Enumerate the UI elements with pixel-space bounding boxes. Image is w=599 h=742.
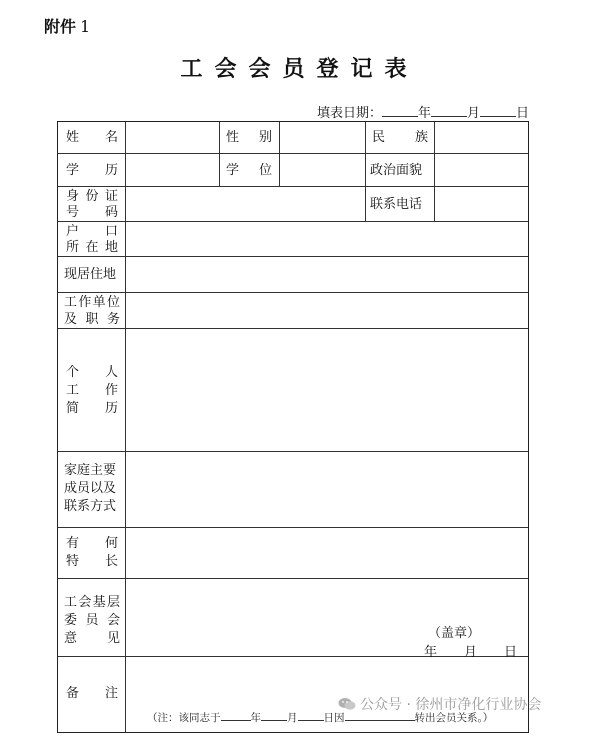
id-number-label-line1 [66, 188, 118, 205]
label-char: 意 [64, 631, 78, 646]
note-suffix: 转出会员关系。） [414, 712, 494, 724]
label-char: 码 [104, 205, 118, 220]
label-char: 工 [64, 295, 78, 310]
row-divider [58, 328, 528, 329]
label-char: 户 [66, 224, 80, 239]
label-char: 证 [104, 189, 118, 204]
note-year: 年 [250, 712, 261, 724]
attachment-number: 1 [80, 17, 91, 36]
row-divider [58, 578, 528, 579]
family-label-line2: 成员以及 [64, 481, 117, 496]
degree-label [226, 162, 272, 179]
wechat-icon [338, 697, 356, 711]
year-unit: 年 [417, 106, 431, 121]
label-char: 学 [66, 163, 80, 178]
row-divider [58, 256, 528, 257]
label-char: 性 [226, 130, 240, 145]
label-char: 职 [85, 312, 99, 327]
month-unit: 月 [466, 106, 480, 121]
label-char: 口 [104, 224, 118, 239]
year-blank[interactable] [382, 104, 418, 117]
label-char: 历 [104, 163, 118, 178]
note-month-blank[interactable] [261, 711, 287, 721]
hukou-label-line2 [66, 239, 118, 256]
label-char: 会 [78, 595, 92, 610]
label-char: 姓 [66, 130, 80, 145]
label-char: 层 [106, 595, 120, 610]
column-divider [219, 122, 220, 186]
label-column-divider [125, 122, 126, 732]
label-char: 及 [64, 312, 78, 327]
label-char: 长 [104, 554, 118, 569]
label-char: 在 [85, 240, 99, 255]
phone-label: 联系电话 [370, 197, 423, 212]
label-char: 所 [66, 240, 80, 255]
row-divider [58, 186, 528, 187]
column-divider [279, 122, 280, 186]
day-unit: 日 [515, 106, 529, 121]
label-char: 位 [258, 163, 272, 178]
talent-label-line2 [66, 553, 118, 570]
gender-label [226, 129, 272, 146]
label-char: 学 [226, 163, 240, 178]
label-char: 工 [66, 383, 80, 398]
label-char: 个 [66, 365, 80, 380]
hukou-label-line1 [66, 223, 118, 240]
column-divider [434, 122, 435, 221]
residence-label: 现居住地 [64, 267, 117, 282]
attachment-text: 附件 [44, 17, 77, 36]
label-char: 见 [106, 631, 120, 646]
label-char: 名 [104, 130, 118, 145]
row-divider [58, 656, 528, 657]
label-char: 务 [106, 312, 120, 327]
label-char: 位 [106, 295, 120, 310]
talent-label-line1 [66, 535, 118, 552]
watermark [338, 694, 541, 714]
form-title: 工会会员登记表 [180, 56, 419, 82]
label-char: 历 [104, 401, 118, 416]
committee-seal-day: 日 [504, 645, 518, 660]
committee-label-line3 [64, 630, 120, 647]
label-char: 族 [414, 130, 428, 145]
committee-seal-year: 年 [424, 645, 438, 660]
note-day: 日因 [323, 712, 345, 724]
label-char: 委 [64, 613, 78, 628]
label-char: 人 [104, 365, 118, 380]
label-char: 特 [66, 554, 80, 569]
row-divider [58, 221, 528, 222]
committee-seal-stamp: （盖章） [428, 626, 481, 641]
education-label [66, 162, 118, 179]
day-blank[interactable] [480, 104, 516, 117]
remarks-label [66, 685, 118, 702]
label-char: 会 [106, 613, 120, 628]
label-char: 何 [104, 536, 118, 551]
note-prefix: （注：该同志于 [147, 712, 221, 724]
row-divider [58, 153, 528, 154]
watermark-text: 公众号 · 徐州市净化行业协会 [360, 697, 542, 713]
committee-label-line2 [64, 612, 120, 629]
label-char: 简 [66, 401, 80, 416]
label-char: 注 [104, 686, 118, 701]
label-char: 作 [78, 295, 92, 310]
label-char: 工 [64, 595, 78, 610]
label-char: 基 [92, 595, 106, 610]
row-divider [58, 451, 528, 452]
label-char: 员 [85, 613, 99, 628]
resume-label-line2 [66, 382, 118, 399]
label-char: 备 [66, 686, 80, 701]
label-char: 别 [258, 130, 272, 145]
attachment-label [44, 14, 90, 37]
label-char: 单 [92, 295, 106, 310]
label-char: 有 [66, 536, 80, 551]
resume-label-line1 [66, 364, 118, 381]
ethnicity-label [372, 129, 428, 146]
label-char: 民 [372, 130, 386, 145]
family-label-line1: 家庭主要 [64, 463, 117, 478]
name-label [66, 129, 118, 146]
note-year-blank[interactable] [221, 711, 251, 721]
month-blank[interactable] [431, 104, 467, 117]
label-char: 作 [104, 383, 118, 398]
note-day-blank[interactable] [298, 711, 324, 721]
work-label-line1 [64, 294, 120, 311]
fill-date-line [317, 102, 529, 121]
committee-seal-month: 月 [464, 645, 478, 660]
fill-date-label: 填表日期： [316, 106, 382, 121]
committee-label-line1 [64, 594, 120, 611]
label-char: 地 [104, 240, 118, 255]
column-divider [365, 122, 366, 221]
label-char: 号 [66, 205, 80, 220]
row-divider [58, 527, 528, 528]
resume-label-line3 [66, 400, 118, 417]
note-month: 月 [287, 712, 298, 724]
label-char: 份 [85, 189, 99, 204]
row-divider [58, 292, 528, 293]
political-status-label: 政治面貌 [370, 163, 423, 178]
family-label-line3: 联系方式 [64, 499, 117, 514]
registration-form-table [57, 121, 529, 733]
work-label-line2 [64, 311, 120, 328]
id-number-label-line2 [66, 204, 118, 221]
label-char: 身 [66, 189, 80, 204]
